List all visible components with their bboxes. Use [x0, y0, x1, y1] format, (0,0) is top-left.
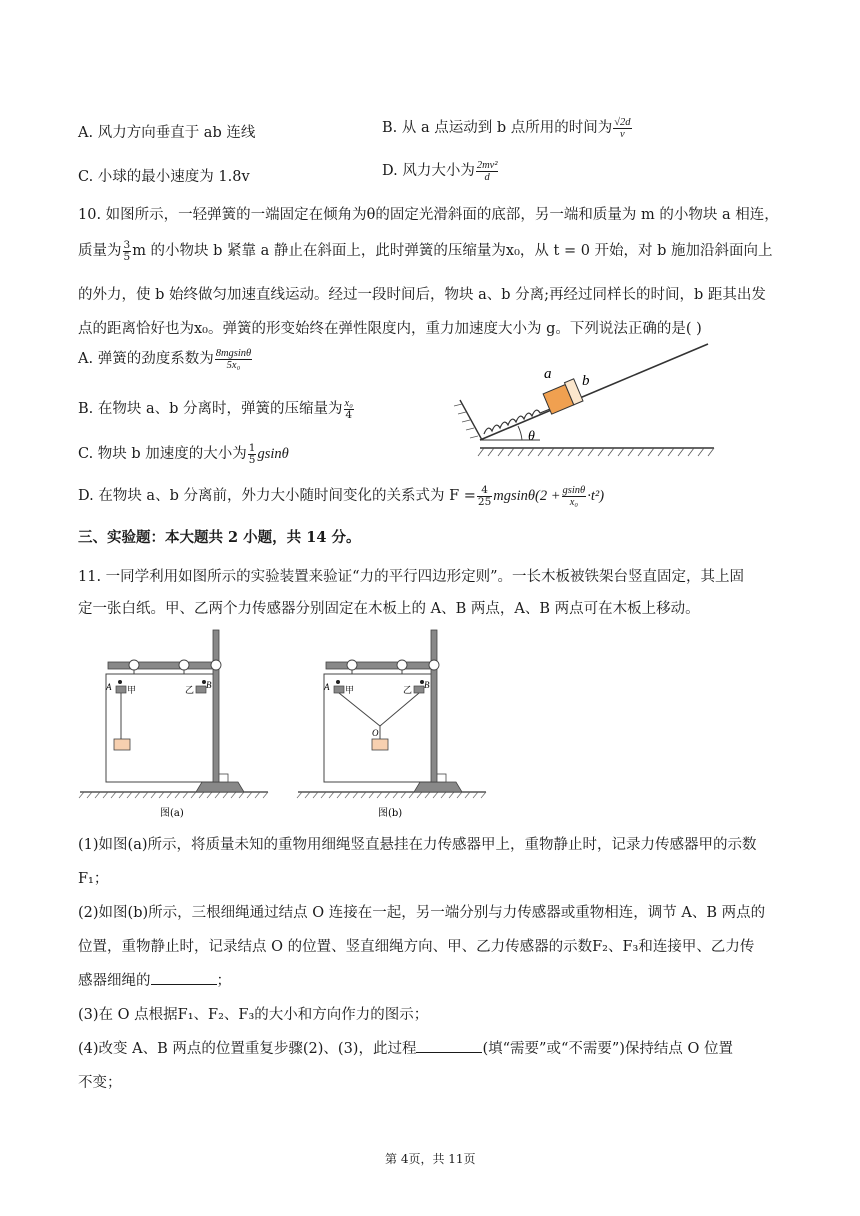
- q10-option-c: C. 物块 b 加速度的大小为 $\frac{1}{5}$ gsinθ: [78, 441, 289, 466]
- q10-option-d: D. 在物块 a、b 分离前，外力大小随时间变化的关系式为 F = $\frac{4}{25}$ mgsinθ(2 + $\frac{gsin\theta}{\text{x₀}}$ ·t²): [78, 483, 605, 508]
- q11-step4-line2: 不变；: [78, 1075, 122, 1091]
- q9-option-a: A. 风力方向垂直于 ab 连线: [78, 125, 256, 141]
- q9-option-b: B. 从 a 点运动到 b 点所用的时间为 $\frac{√2d}{v}$: [382, 116, 631, 140]
- fraction: $\frac{\text{x₀}}{4}$: [344, 397, 353, 421]
- weight: [114, 739, 130, 750]
- fraction: $\frac{\text{2mv²}}{d}$: [476, 159, 498, 183]
- section-heading: 三、实验题：本大题共 2 小题，共 14 分。: [78, 529, 361, 546]
- q9-option-d: D. 风力大小为 $\frac{\text{2mv²}}{d}$: [382, 159, 498, 183]
- figure-b: [296, 628, 496, 820]
- q10-line3: 的外力，使 b 始终做匀加速直线运动。经过一段时间后，物块 a、b 分离;再经过同样长的时间，b 距其出发: [78, 287, 766, 303]
- q11-step1-line1: (1)如图(a)所示，将质量未知的重物用细绳竖直悬挂在力传感器甲上，重物静止时，记录力传感器甲的示数: [78, 837, 757, 853]
- fraction: $\frac{4}{25}$: [477, 483, 492, 508]
- fraction: $\frac{1}{5}$: [248, 441, 256, 466]
- q11-line2: 定一张白纸。甲、乙两个力传感器分别固定在木板上的 A、B 两点，A、B 两点可在木板上移动。: [78, 601, 700, 617]
- q11-step2-line2: 位置，重物静止时，记录结点 O 的位置、竖直细绳方向、甲、乙力传感器的示数F₂、F₃和连接甲、乙力传: [78, 939, 755, 955]
- label-theta: θ: [528, 429, 535, 444]
- label-A: A: [106, 682, 112, 692]
- q11-step2-line1: (2)如图(b)所示，三根细绳通过结点 O 连接在一起，另一端分别与力传感器或重物相连，调节 A、B 两点的: [78, 905, 766, 921]
- q9-option-c: C. 小球的最小速度为 1.8v: [78, 169, 250, 185]
- q11-step1-line2: F₁；: [78, 871, 109, 887]
- q10-option-a: A. 弹簧的劲度系数为 $\frac{8mgsin\theta}{\text{5x₀}}$: [78, 347, 252, 371]
- label-a: a: [544, 366, 552, 382]
- q11-step2-line3: 感器细绳的 ；: [78, 973, 231, 989]
- label-yi: 乙: [403, 686, 413, 696]
- fraction: $\frac{8mgsin\theta}{\text{5x₀}}$: [215, 347, 252, 371]
- fraction: $\frac{√2d}{v}$: [614, 116, 631, 140]
- label-jia: 甲: [127, 686, 137, 696]
- label-b: b: [582, 373, 590, 389]
- page-footer: 第 4页，共 11页: [385, 1152, 476, 1166]
- label-B: B: [424, 680, 430, 690]
- label-yi: 乙: [185, 686, 195, 696]
- q11-line1: 11. 一同学利用如图所示的实验装置来验证“力的平行四边形定则”。一长木板被铁架台竖直固定，其上固: [78, 569, 744, 585]
- label-jia: 甲: [345, 686, 355, 696]
- answer-blank[interactable]: [151, 971, 217, 985]
- fraction: $\frac{3}{5}$: [123, 238, 131, 263]
- figure-a-caption: 图(a): [160, 808, 184, 819]
- q10-line1: 10. 如图所示，一轻弹簧的一端固定在倾角为θ的固定光滑斜面的底部，另一端和质量为 m 的小物块 a 相连，: [78, 207, 779, 223]
- spring: [484, 409, 550, 434]
- figure-a: [78, 628, 278, 820]
- answer-blank[interactable]: [416, 1039, 482, 1053]
- q11-step4-line1: (4)改变 A、B 两点的位置重复步骤(2)、(3)，此过程 (填“需要”或“不需要”)保持结点 O 位置: [78, 1041, 734, 1057]
- fraction: $\frac{gsin\theta}{\text{x₀}}$: [562, 484, 586, 508]
- weight: [372, 739, 388, 750]
- label-A: A: [324, 682, 330, 692]
- q10-option-b: B. 在物块 a、b 分离时，弹簧的压缩量为 $\frac{\text{x₀}}{4}$: [78, 397, 353, 421]
- q10-line2: 质量为 $\frac{3}{5}$ m 的小物块 b 紧靠 a 静止在斜面上，此时弹簧的压缩量为x₀，从 t = 0 开始，对 b 施加沿斜面向上: [78, 238, 773, 263]
- q10-line4: 点的距离恰好也为x₀。弹簧的形变始终在弹性限度内，重力加速度大小为 g。下列说法正确的是( ): [78, 321, 702, 337]
- label-O: O: [372, 728, 379, 738]
- label-B: B: [206, 680, 212, 690]
- incline-spring-figure: [450, 340, 720, 460]
- q11-step3: (3)在 O 点根据F₁、F₂、F₃的大小和方向作力的图示；: [78, 1007, 429, 1023]
- figure-b-caption: 图(b): [378, 808, 403, 819]
